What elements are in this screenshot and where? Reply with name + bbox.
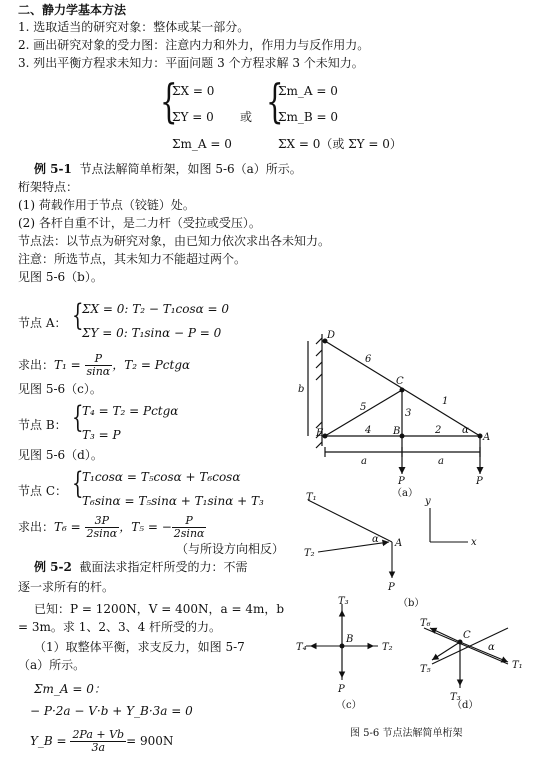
truss-a	[308, 334, 480, 474]
section-title: 二、静力学基本方法	[18, 3, 127, 17]
method-2: 2. 画出研究对象的受力图：注意内力和外力，作用力与反作用力。	[18, 38, 370, 52]
fig-a-alpha: α	[462, 425, 469, 436]
method-3: 3. 列出平衡方程求未知力：平面问题 3 个方程求解 3 个未知力。	[18, 56, 364, 70]
brace-right: {	[266, 74, 284, 128]
fig-c-T2: T₂	[382, 642, 393, 653]
ex2-heading: 例 5-2 截面法求指定杆所受的力：不需	[34, 560, 248, 574]
brace-left: {	[160, 74, 178, 128]
eq1-b: ΣY = 0	[172, 110, 214, 124]
fig-a-b: b	[298, 384, 305, 395]
eq2-b: Σm_B = 0	[278, 110, 338, 124]
fig-b-caption: （b）	[398, 598, 425, 609]
fig-a-m2: 2	[435, 425, 442, 436]
fig-a-m6: 6	[365, 354, 372, 365]
fig-b-alpha: α	[372, 534, 379, 545]
ex1-method: 节点法：以节点为研究对象，由已知力依次求出各未知力。	[18, 234, 331, 248]
fig-c-P: P	[338, 684, 345, 695]
ex2-eq: − P·2a − V·b + Y_B·3a = 0	[30, 704, 193, 718]
eq2-c: ΣX = 0（或 ΣY = 0）	[278, 137, 402, 151]
fig-c-B: B	[346, 634, 354, 645]
fig-d-T1: T₁	[512, 660, 523, 671]
nodeA-label: 节点 A：	[18, 316, 67, 330]
fig-a-E: E	[316, 428, 324, 439]
nodeC-eq2: T₆sinα = T₅sinα + T₁sinα + T₃	[82, 494, 264, 508]
nodeB-eq2: T₃ = P	[82, 428, 121, 442]
free-body-b	[308, 500, 468, 578]
ex1-feature-1: (1) 荷载作用于节点（铰链）处。	[18, 198, 195, 212]
fig-b-T1: T₁	[306, 492, 317, 503]
nodeA-eq2: ΣY = 0: T₁sinα − P = 0	[82, 326, 222, 340]
eq-or: 或	[240, 110, 253, 124]
eq1-c: Σm_A = 0	[172, 137, 232, 151]
fig-b-x: x	[471, 537, 477, 548]
ex2-given2: = 3m。求 1、2、3、4 杆所受的力。	[18, 620, 222, 634]
nodeA-brace: {	[72, 298, 84, 333]
fig-c-T4: T₄	[296, 642, 307, 653]
fig-a-caption: （a）	[392, 488, 418, 499]
ex1-see-b: 见图 5-6（b）。	[18, 270, 103, 284]
fig-a-m3: 3	[405, 408, 412, 419]
nodeC-brace: {	[72, 466, 84, 501]
fig-a-m4: 4	[365, 425, 372, 436]
fig-d-alpha: α	[488, 642, 495, 653]
ex1-note: 注意：所选节点，其未知力不能超过两个。	[18, 252, 247, 266]
ex2-sum: Σm_A = 0：	[34, 682, 106, 696]
fig-a-C: C	[396, 376, 404, 387]
solve1: 求出：T₁ = $\frac{P}{\sin\alpha}$ ，T₂ = Pctgα	[18, 352, 191, 378]
nodeA-eq1: ΣX = 0: T₂ − T₁cosα = 0	[82, 302, 230, 316]
figure-caption: 图 5-6 节点法解简单桁架	[350, 728, 463, 739]
fig-a-A: A	[483, 432, 491, 443]
eq2-a: Σm_A = 0	[278, 84, 338, 98]
fig-d-C: C	[463, 630, 471, 641]
fig-d-caption: （d）	[452, 700, 479, 711]
ex1-heading: 例 5-1 节点法解简单桁架，如图 5-6（a）所示。	[34, 162, 302, 176]
fig-a-m1: 1	[442, 396, 449, 407]
nodeC-label: 节点 C：	[18, 484, 67, 498]
ex2-title2: 逐一求所有的杆。	[18, 580, 115, 594]
fig-a-a1: a	[361, 456, 367, 467]
method-1: 1. 选取适当的研究对象：整体或某一部分。	[18, 20, 250, 34]
free-body-c	[306, 604, 378, 680]
fig-a-a2: a	[438, 456, 444, 467]
ex1-features-title: 桁架特点：	[18, 180, 79, 194]
fig-b-T2: T₂	[304, 548, 315, 559]
eq1-a: ΣX = 0	[172, 84, 215, 98]
fig-a-P1: P	[398, 476, 405, 487]
fig-c-caption: （c）	[336, 700, 362, 711]
fig-b-A: A	[395, 538, 403, 549]
nodeC-eq1: T₁cosα = T₅cosα + T₆cosα	[82, 470, 241, 484]
solve2: 求出：T₆ = $\frac{3P}{2\sin\alpha}$ ，T₅ = − $\frac{P}{2\sin\alpha}$	[18, 514, 205, 540]
fig-b-y: y	[425, 496, 431, 507]
fig-a-D: D	[327, 330, 336, 341]
ex2-step1: （1）取整体平衡，求支反力，如图 5-7	[34, 640, 245, 654]
ex1-see-d: 见图 5-6（d）。	[18, 448, 103, 462]
fig-d-T5: T₅	[420, 664, 431, 675]
fig-d-T3: T₃	[450, 692, 461, 703]
ex2-given1: 已知：P = 1200N，V = 400N，a = 4m，b	[34, 602, 285, 616]
nodeB-brace: {	[72, 400, 84, 435]
nodeB-label: 节点 B：	[18, 418, 67, 432]
solve2-note: （与所设方向相反）	[176, 542, 285, 556]
fig-d-T6: T₆	[420, 618, 431, 629]
fig-a-B: B	[393, 426, 401, 437]
ex1-see-c: 见图 5-6（c）。	[18, 382, 102, 396]
fig-a-m5: 5	[360, 402, 367, 413]
fig-c-T3: T₃	[338, 596, 349, 607]
ex1-feature-2: (2) 各杆自重不计，是二力杆（受拉或受压）。	[18, 216, 261, 230]
ex2-step1b: （a）所示。	[18, 658, 86, 672]
fig-a-P2: P	[476, 476, 483, 487]
ex2-yb: Y_B = $\frac{2Pa + Vb}{3a}$ = 900N	[30, 728, 174, 754]
nodeB-eq1: T₄ = T₂ = Pctgα	[82, 404, 179, 418]
fig-b-P: P	[388, 582, 395, 593]
